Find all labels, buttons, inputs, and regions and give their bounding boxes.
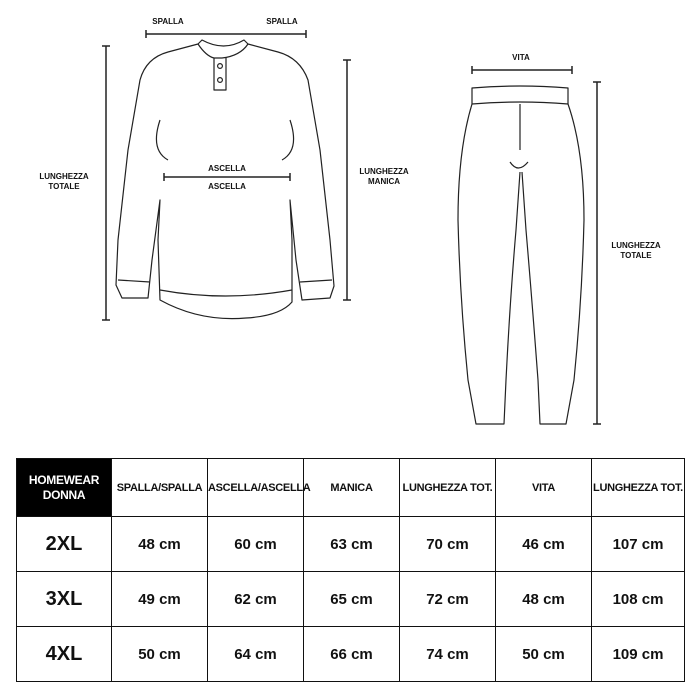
- header-shirt-length: LUNGHEZZA TOT.: [400, 459, 496, 517]
- waist-label: VITA: [512, 53, 530, 62]
- table-cell: 50 cm: [496, 627, 592, 682]
- armpit-bottom-label: ASCELLA: [208, 182, 246, 191]
- table-cell: 60 cm: [208, 517, 304, 572]
- table-cell: 63 cm: [304, 517, 400, 572]
- table-cell: 64 cm: [208, 627, 304, 682]
- table-cell: 48 cm: [112, 517, 208, 572]
- corner-label-line1: HOMEWEAR: [28, 472, 100, 487]
- table-row: [17, 517, 685, 572]
- table-cell: 108 cm: [592, 572, 685, 627]
- size-chart-table: [16, 458, 685, 682]
- shoulder-left-label: SPALLA: [152, 17, 184, 26]
- pants-total-length-label-2: TOTALE: [620, 251, 652, 260]
- table-header-row: [17, 459, 685, 517]
- pants-total-length-label-1: LUNGHEZZA: [611, 241, 661, 250]
- table-cell: 74 cm: [400, 627, 496, 682]
- table-cell: 48 cm: [496, 572, 592, 627]
- table-cell: 72 cm: [400, 572, 496, 627]
- corner-label-line2: DONNA: [42, 487, 86, 502]
- header-pants-length: LUNGHEZZA TOT.: [592, 459, 685, 517]
- size-label: 3XL: [17, 572, 112, 627]
- header-waist: VITA: [496, 459, 592, 517]
- table-cell: 70 cm: [400, 517, 496, 572]
- table-cell: 50 cm: [112, 627, 208, 682]
- table-row: [17, 627, 685, 682]
- sleeve-length-label-2: MANICA: [368, 177, 400, 186]
- shirt-illustration: [116, 40, 334, 319]
- shirt-measure-labels: [39, 17, 409, 191]
- header-armpit: ASCELLA/ASCELLA: [208, 459, 304, 517]
- header-sleeve: MANICA: [304, 459, 400, 517]
- pants-illustration: [458, 86, 584, 424]
- header-shoulder: SPALLA/SPALLA: [112, 459, 208, 517]
- shirt-total-length-label-1: LUNGHEZZA: [39, 172, 89, 181]
- sleeve-length-label-1: LUNGHEZZA: [359, 167, 409, 176]
- table-cell: 49 cm: [112, 572, 208, 627]
- table-cell: 62 cm: [208, 572, 304, 627]
- pants-measure-labels: [512, 53, 661, 260]
- table-corner-label: [17, 459, 112, 517]
- armpit-top-label: ASCELLA: [208, 164, 246, 173]
- size-label: 4XL: [17, 627, 112, 682]
- table-cell: 107 cm: [592, 517, 685, 572]
- pants-measure-lines: [472, 66, 601, 424]
- table-row: [17, 572, 685, 627]
- shoulder-right-label: SPALLA: [266, 17, 298, 26]
- shirt-total-length-label-2: TOTALE: [48, 182, 80, 191]
- table-cell: 46 cm: [496, 517, 592, 572]
- size-label: 2XL: [17, 517, 112, 572]
- table-cell: 65 cm: [304, 572, 400, 627]
- table-cell: 109 cm: [592, 627, 685, 682]
- table-cell: 66 cm: [304, 627, 400, 682]
